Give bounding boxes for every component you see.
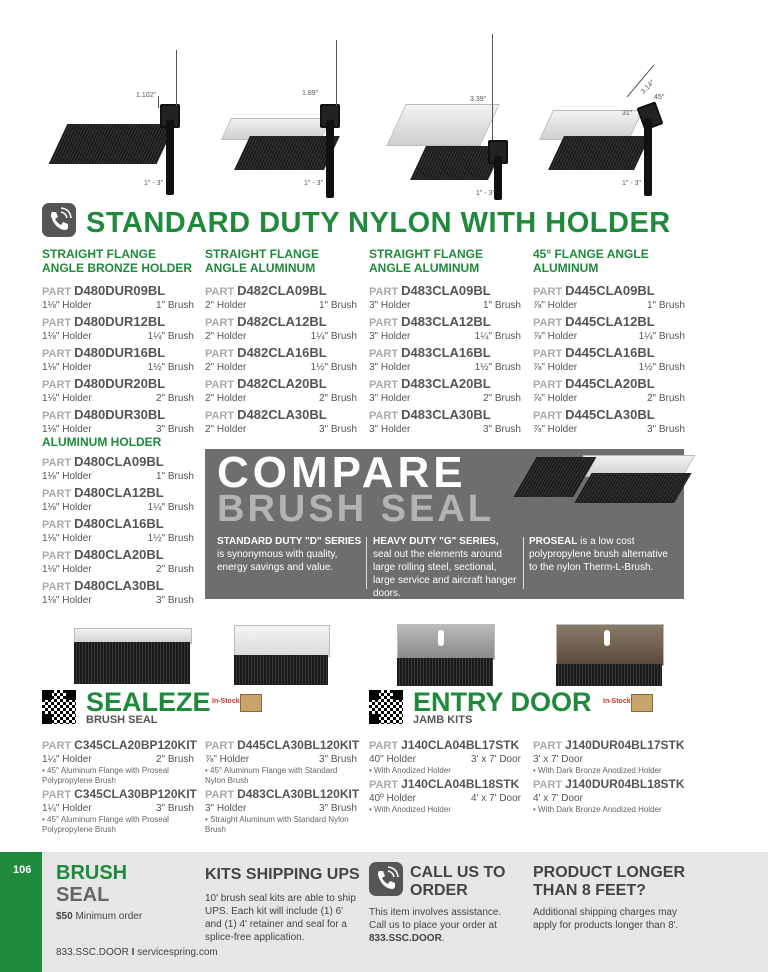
aluminum-holder-column	[42, 435, 194, 609]
product-column	[369, 247, 521, 438]
dim-label: 3.39"	[470, 96, 487, 103]
column-header: STRAIGHT FLANGE ANGLE BRONZE HOLDER	[42, 247, 192, 275]
call-us-text: This item involves assistance. Call us to place your order at 833.SSC.DOOR.	[369, 907, 502, 944]
entry-door-title: ENTRY DOOR	[413, 687, 592, 717]
kit-entry: PART J140CLA04BL17STK 40" Holder 3' x 7' Door • With Anodized Holder	[369, 738, 521, 775]
part-entry: PART D445CLA09BL ⅞" Holder 1" Brush	[533, 283, 685, 311]
call-us-title: CALL US TO ORDER	[410, 864, 506, 899]
part-entry: PART D483CLA09BL 3" Holder 1" Brush	[369, 283, 521, 311]
page-number-tab	[0, 852, 42, 972]
part-entry: PART D480CLA12BL 1⅛" Holder 1¼" Brush	[42, 485, 194, 513]
footer-brush-title: BRUSH SEAL	[56, 862, 128, 906]
product-column	[42, 247, 194, 438]
product-column	[205, 247, 357, 438]
part-entry: PART D483CLA30BL 3" Holder 3" Brush	[369, 407, 521, 435]
part-entry: PART D480CLA16BL 1⅛" Holder 1½" Brush	[42, 516, 194, 544]
part-entry: PART D480DUR09BL 1⅛" Holder 1" Brush	[42, 283, 194, 311]
compare-proseal: PROSEAL is a low cost polypropylene brush alternative to the nylon Therm-L-Brush.	[529, 536, 668, 573]
compare-standard-duty: STANDARD DUTY "D" SERIES is synonymous with quality, energy savings and value.	[217, 536, 362, 573]
phone-icon	[42, 203, 76, 237]
part-entry: PART D482CLA30BL 2" Holder 3" Brush	[205, 407, 357, 435]
part-entry: PART D480CLA20BL 1⅛" Holder 2" Brush	[42, 547, 194, 575]
kit-entry: PART C345CLA20BP120KIT 1¼" Holder 2" Brush • 45° Aluminum Flange with Proseal Polypropylene Brush	[42, 738, 197, 785]
part-entry: PART D483CLA16BL 3" Holder 1½" Brush	[369, 345, 521, 373]
qr-code-icon[interactable]	[42, 690, 76, 724]
part-entry: PART D445CLA16BL ⅞" Holder 1½" Brush	[533, 345, 685, 373]
part-entry: PART D480DUR16BL 1⅛" Holder 1½" Brush	[42, 345, 194, 373]
part-entry: PART D482CLA12BL 2" Holder 1¼" Brush	[205, 314, 357, 342]
page-number: 106	[13, 864, 32, 876]
product-column	[533, 247, 685, 438]
dim-label: 31°	[622, 110, 633, 117]
entry-door-subtitle: JAMB KITS	[413, 714, 473, 726]
dim-label: 1" - 3"	[144, 180, 163, 187]
dim-label: 45°	[654, 94, 665, 101]
kit-entry: PART D445CLA30BL120KIT ⅞" Holder 3" Brush • 45° Aluminum Flange with Standard Nylon Brush	[205, 738, 360, 785]
column-header: STRAIGHT FLANGE ANGLE ALUMINUM	[205, 247, 319, 275]
minimum-order: $50 Minimum order	[56, 911, 143, 922]
product-longer-text: Additional shipping charges may apply for products longer than 8'.	[533, 907, 679, 931]
kit-entry: PART C345CLA30BP120KIT 1¼" Holder 3" Brush • 45° Aluminum Flange with Proseal Polypropylene Brush	[42, 787, 197, 834]
compare-heavy-duty: HEAVY DUTY "G" SERIES, seal out the elements around large rolling steel, sectional, large service and aircraft hanger doors.	[373, 536, 517, 599]
dim-label: 1.102"	[136, 92, 157, 99]
compare-title: COMPARE	[217, 448, 467, 497]
kit-entry: PART J140DUR04BL18STK 4' x 7' Door • With Dark Bronze Anodized Holder	[533, 777, 685, 814]
in-stock-badge: In-Stock	[212, 698, 240, 705]
kit-entry: PART D483CLA30BL120KIT 3" Holder 3" Brush • Straight Aluminum with Standard Nylon Brush	[205, 787, 360, 834]
column-header: STRAIGHT FLANGE ANGLE ALUMINUM	[369, 247, 483, 275]
divider	[523, 537, 524, 589]
qr-code-icon[interactable]	[369, 690, 403, 724]
contact-line: 833.SSC.DOOR I servicespring.com	[56, 947, 218, 958]
column-header: ALUMINUM HOLDER	[42, 435, 162, 449]
kits-shipping-text: 10' brush seal kits are able to ship UPS. Each kit will include (1) 6' and (1) 4' retainer and seal for a splice-free application.	[205, 893, 356, 943]
order-phone[interactable]: 833.SSC.DOOR	[369, 933, 442, 944]
part-entry: PART D480CLA30BL 1⅛" Holder 3" Brush	[42, 578, 194, 606]
kit-entry: PART J140CLA04BL18STK 40º Holder 4' x 7' Door • With Anodized Holder	[369, 777, 521, 814]
phone-icon	[369, 862, 403, 896]
kits-shipping-title: KITS SHIPPING UPS	[205, 866, 360, 883]
dim-label: 1" - 3"	[304, 180, 323, 187]
contact-phone: 833.SSC.DOOR	[56, 947, 129, 958]
part-entry: PART D480DUR12BL 1⅛" Holder 1¼" Brush	[42, 314, 194, 342]
in-stock-badge: In-Stock	[603, 698, 631, 705]
box-icon	[631, 694, 653, 712]
part-entry: PART D445CLA12BL ⅞" Holder 1¼" Brush	[533, 314, 685, 342]
part-entry: PART D482CLA20BL 2" Holder 2" Brush	[205, 376, 357, 404]
part-entry: PART D480CLA09BL 1⅛" Holder 1" Brush	[42, 454, 194, 482]
part-entry: PART D482CLA09BL 2" Holder 1" Brush	[205, 283, 357, 311]
part-entry: PART D480DUR30BL 1⅛" Holder 3" Brush	[42, 407, 194, 435]
dim-label: 1" - 3"	[622, 180, 641, 187]
part-entry: PART D483CLA20BL 3" Holder 2" Brush	[369, 376, 521, 404]
column-header: 45° FLANGE ANGLE ALUMINUM	[533, 247, 649, 275]
compare-subtitle: BRUSH SEAL	[217, 488, 495, 530]
dim-label: 1" - 3"	[476, 190, 495, 197]
dim-label: 1.89"	[302, 90, 319, 97]
part-entry: PART D445CLA20BL ⅞" Holder 2" Brush	[533, 376, 685, 404]
dim-label: 3.14"	[639, 79, 657, 96]
part-entry: PART D482CLA16BL 2" Holder 1½" Brush	[205, 345, 357, 373]
website-link[interactable]: servicespring.com	[137, 947, 218, 958]
divider	[366, 537, 367, 589]
product-longer-title: PRODUCT LONGER THAN 8 FEET?	[533, 864, 685, 899]
sealeze-subtitle: BRUSH SEAL	[86, 714, 158, 726]
part-entry: PART D445CLA30BL ⅞" Holder 3" Brush	[533, 407, 685, 435]
part-entry: PART D483CLA12BL 3" Holder 1¼" Brush	[369, 314, 521, 342]
box-icon	[240, 694, 262, 712]
kit-entry: PART J140DUR04BL17STK 3' x 7' Door • With Dark Bronze Anodized Holder	[533, 738, 685, 775]
section-heading: STANDARD DUTY NYLON WITH HOLDER	[86, 207, 671, 239]
part-entry: PART D480DUR20BL 1⅛" Holder 2" Brush	[42, 376, 194, 404]
sealeze-title: SEALEZE	[86, 687, 211, 717]
compare-brush-seal-panel	[205, 449, 684, 599]
